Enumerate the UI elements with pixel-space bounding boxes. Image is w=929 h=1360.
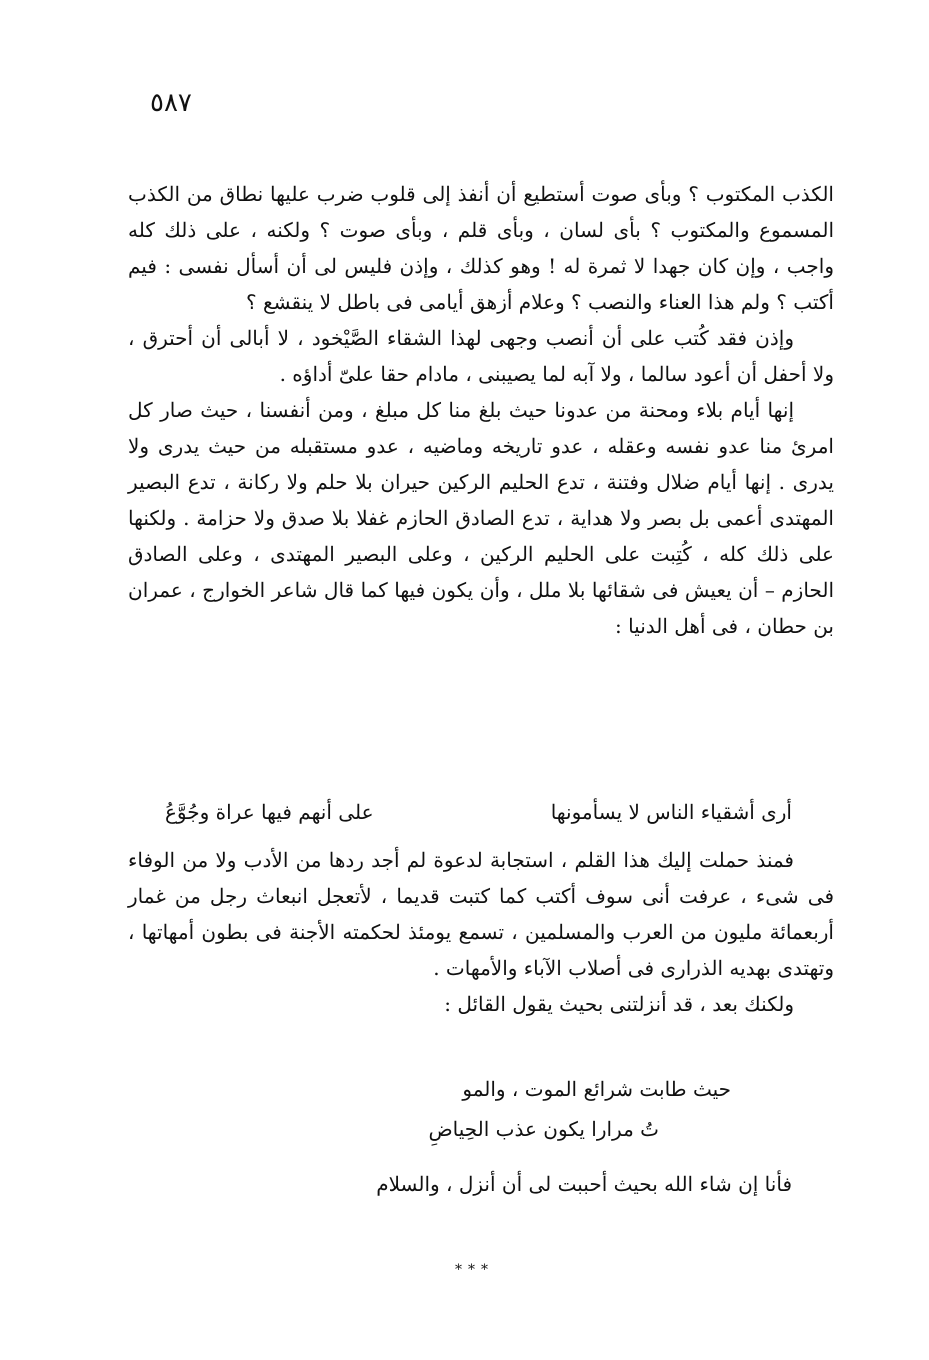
verse-2-line-1: حيث طابت شرائع الموت ، والمو: [462, 1077, 731, 1101]
body-text-section-2: [128, 842, 834, 1022]
paragraph-5: ولكنك بعد ، قد أنزلتنى بحيث يقول القائل :: [444, 992, 794, 1016]
verse-1-right-hemistich: أرى أشقياء الناس لا يسأمونها: [550, 800, 792, 824]
paragraph-4: فمنذ حملت إليك هذا القلم ، استجابة لدعوة لم أجد ردها من الأدب ولا من الوفاء فى شىء ، عرفت أنى سوف أكتب كما كتبت قديما ، لأتعجل انبعاث رجل من غمار أربعمائة مليون من العرب والمسلمين ، تسمع يومئذ لحكمته الأجنة فى بطون أمهاتها ، وتهتدى بهديه الذرارى فى أصلاب الآباء والأمهات .: [128, 848, 835, 980]
paragraph-3: إنها أيام بلاء ومحنة من عدونا حيث بلغ منا كل مبلغ ، ومن أنفسنا ، حيث صار كل امرئ منا عدو نفسه وعقله ، عدو تاريخه وماضيه ، عدو مستقبله من حيث يدرى ولا يدرى . إنها أيام ضلال وفتنة ، تدع الحليم الركين حيران بلا حلم ولا ركانة ، تدع البصير المهتدى أعمى بل بصر ولا هداية ، تدع الصادق الحازم غفلا بلا صدق ولا حزامة . ولكنها على ذلك كله ، كُتِبت على الحليم الركين ، وعلى البصير المهتدى ، وعلى الصادق الحازم – أن يعيش فى شقائها بلا ملل ، وأن يكون فيها كما قال شاعر الخوارج ، عمران بن حطان ، فى أهل الدنيا :: [128, 398, 834, 638]
closing-line: فأنا إن شاء الله بحيث أحببت لى أن أنزل ، والسلام: [376, 1172, 792, 1196]
verse-2-line-2: تُ مرارا يكون عذب الحِياضِ: [428, 1117, 659, 1141]
section-separator: ***: [455, 1262, 494, 1278]
paragraph-2: وإذن فقد كُتب على أن أنصب وجهى لهذا الشقاء الصَّيْخود ، لا أبالى أن أحترق ، ولا أحفل أن أعود سالما ، ولا آبه لما يصيبنى ، مادام حقا علىّ أداؤه .: [128, 326, 834, 386]
page-number: ٥٨٧: [150, 88, 192, 118]
paragraph-1: الكذب المكتوب ؟ وبأى صوت أستطيع أن أنفذ إلى قلوب ضرب عليها نطاق من الكذب المسموع والمكتوب ؟ بأى لسان ، وبأى قلم ، وبأى صوت ؟ ولكنه ، على ذلك كله واجب ، وإن كان جهدا لا ثمرة له ! وهو كذلك ، وإذن فليس لى أن أسأل نفسى : فيم أكتب ؟ ولم هذا العناء والنصب ؟ وعلام أزهق أيامى فى باطل لا ينقشع ؟: [128, 182, 834, 314]
verse-1-left-hemistich: على أنهم فيها عراة وجُوَّعُ: [165, 800, 374, 824]
body-text-section-1: [128, 176, 834, 644]
